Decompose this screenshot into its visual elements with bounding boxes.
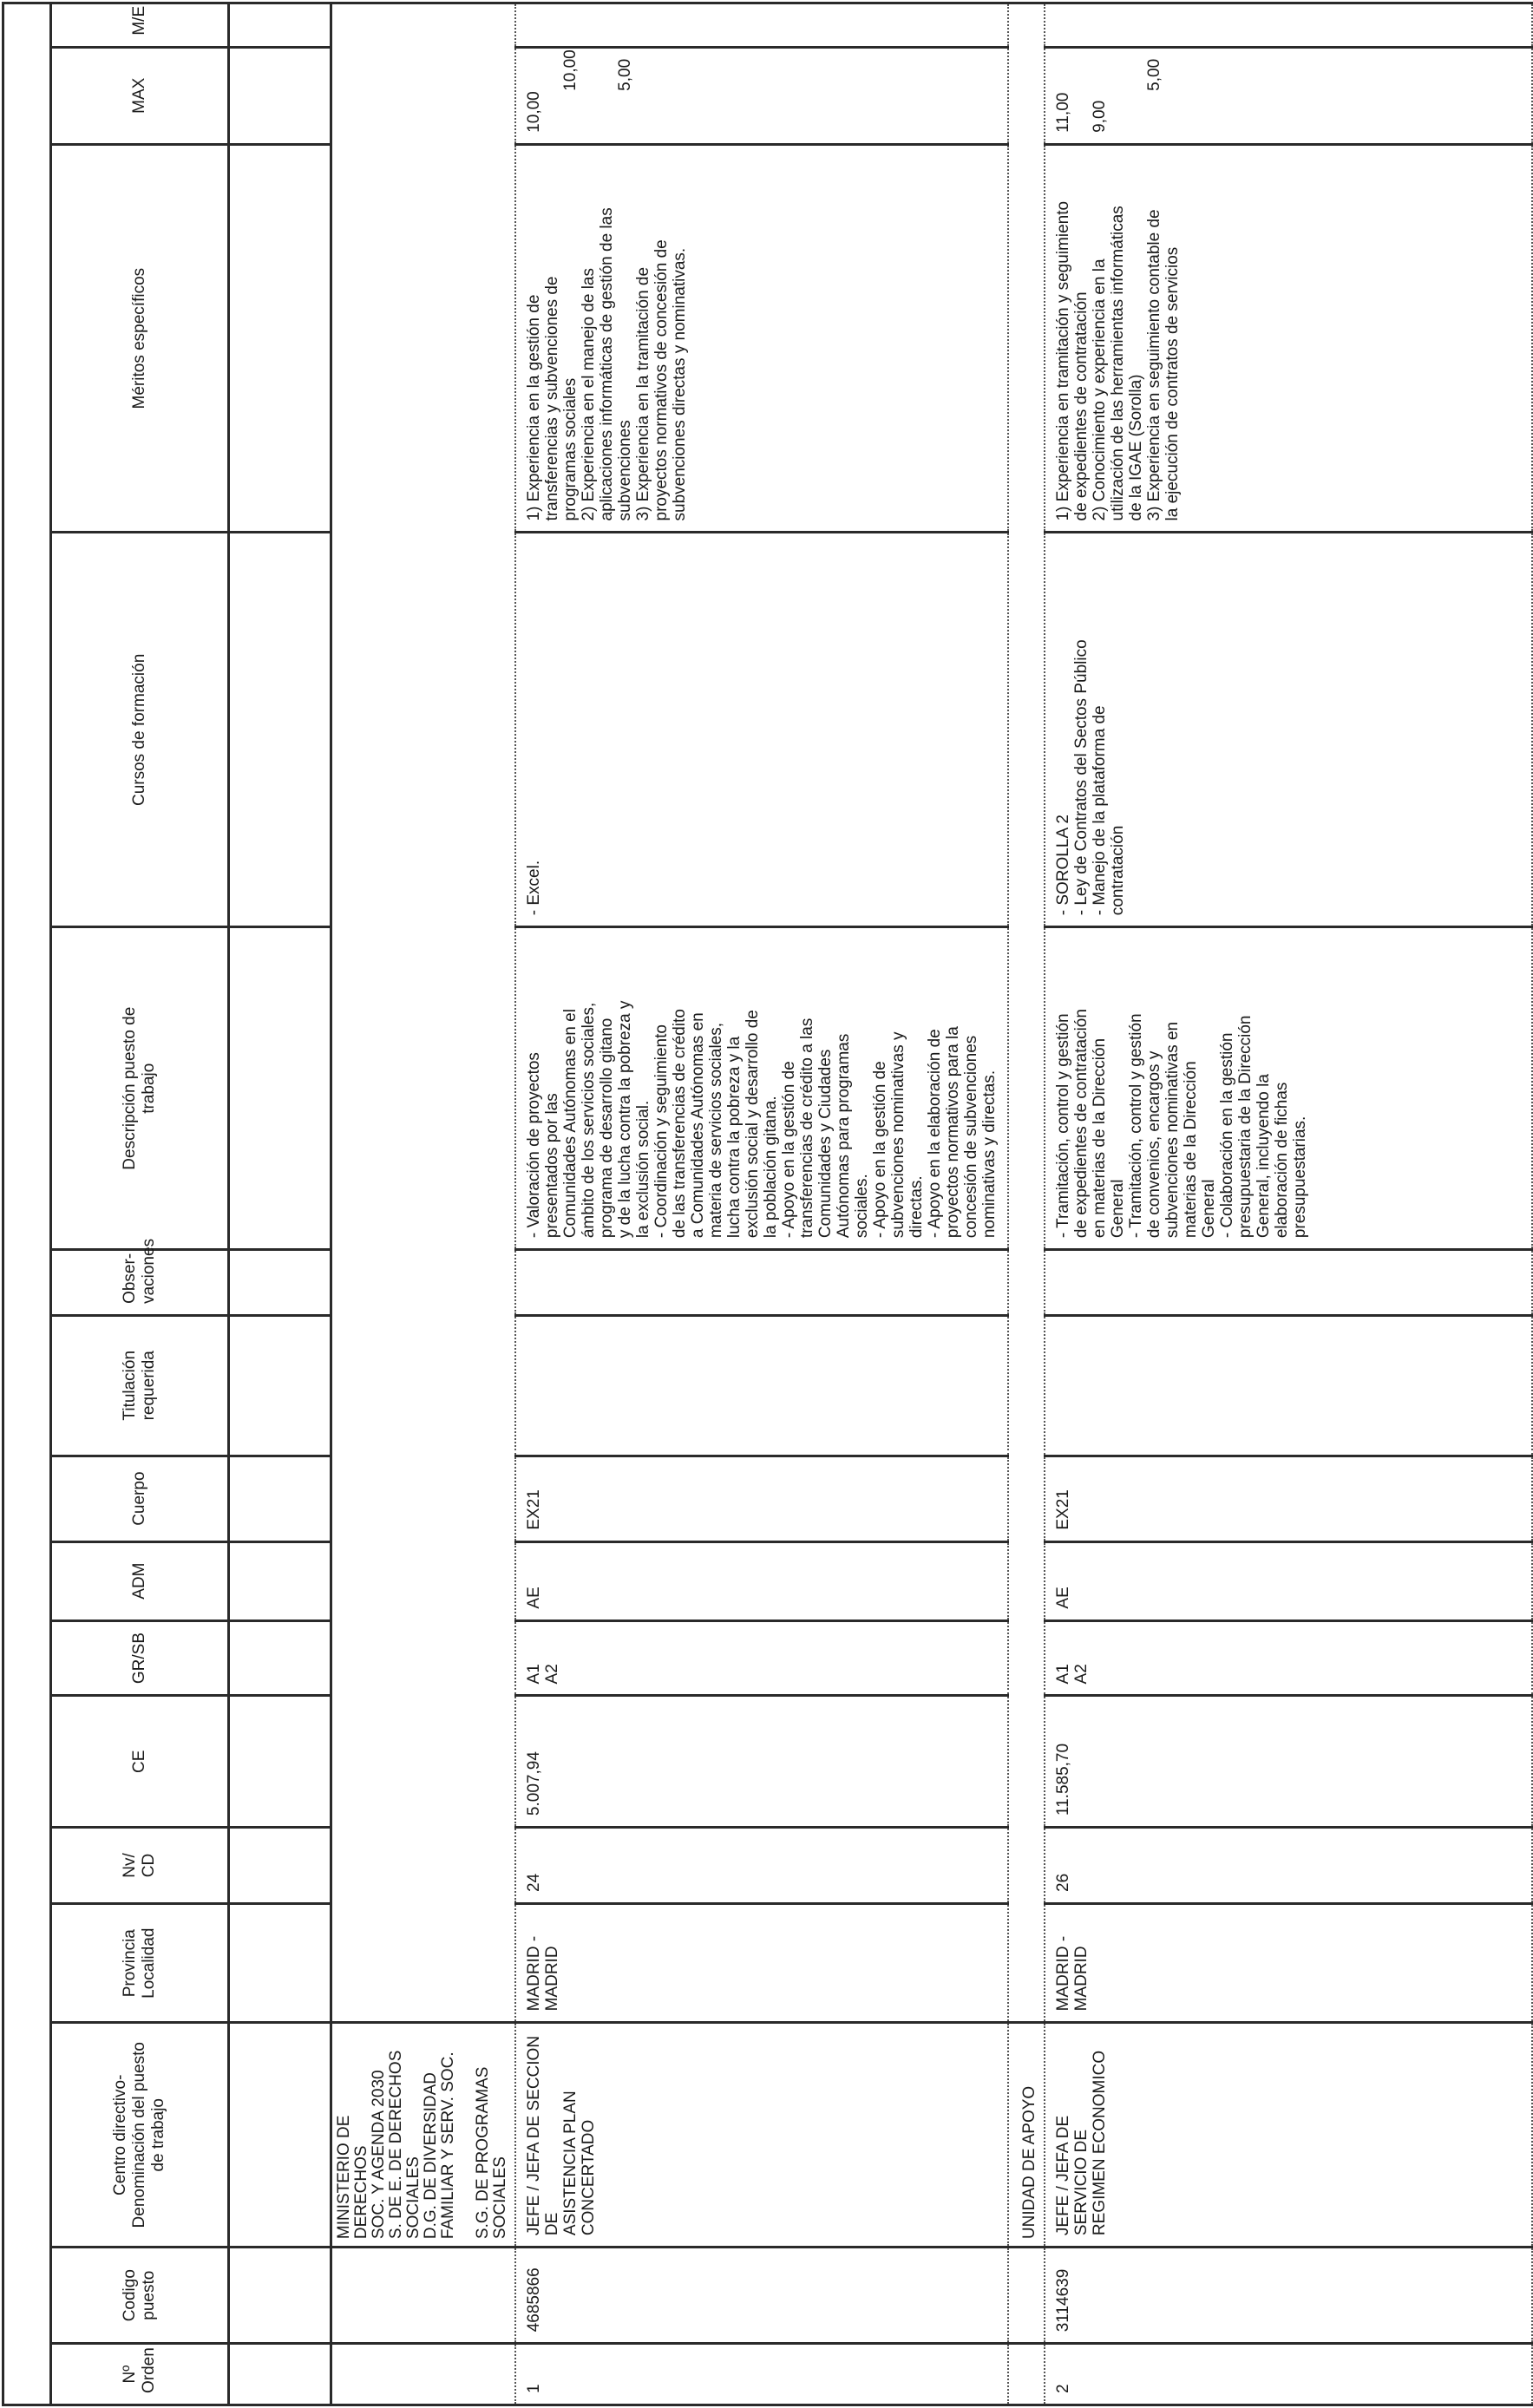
cell-observaciones: [515, 1250, 1008, 1316]
cell-denominacion: JEFE / JEFA DE SECCION DE ASISTENCIA PLAN CONCERTADO: [515, 2023, 1008, 2248]
cell-cuerpo: EX21: [515, 1456, 1008, 1541]
cell-nivel: 26: [1045, 1828, 1532, 1904]
ministry-header: MINISTERIO DE DERECHOS SOC. Y AGENDA 2030 S. DE E. DE DERECHOS SOCIALES D.G. DE DIVERSIDAD FAMILIAR Y SERV. SOC. S.G. DE PROGRAMAS SOCIALES: [331, 2023, 516, 2248]
blank-cell: [229, 1828, 331, 1904]
cell-orden: 2: [1045, 2344, 1532, 2405]
cell-descripcion: - Valoración de proyectos presentados por las Comunidades Autónomas en el ámbito de los servicios sociales, programa de desarrollo gitano y de la lucha contra la pobreza y la exclusión social. - Coordinación y seguimiento de las transferencias de crédito a Comunidades Autónomas en materia de servicios sociales, lucha contra la pobreza y la exclusión social y desarrollo de la población gitana. - Apoyo en la gestión de transferencias de crédito a las Comunidades y Ciudades Autónomas para programas sociales. - Apoyo en la gestión de subvenciones nominativas y directas. - Apoyo en la elaboración de proyectos normativos para la concesión de subvenciones nominativas y directas.: [515, 927, 1008, 1250]
group-cell: [1008, 2248, 1045, 2344]
cell-cursos: - Excel.: [515, 533, 1008, 927]
job-positions-table: [2, 2, 1533, 2406]
blank-cell: [229, 3, 331, 48]
header-nivel: Nv/ CD: [51, 1828, 229, 1904]
group-cell: [1008, 2344, 1045, 2405]
unit-header: UNIDAD DE APOYO: [1008, 2023, 1045, 2248]
cell-titulacion: [515, 1315, 1008, 1456]
cell-orden: 1: [515, 2344, 1008, 2405]
blank-cell: [229, 1620, 331, 1696]
blank-cell: [229, 47, 331, 144]
blank-cell: [229, 2023, 331, 2248]
cell-me: [1045, 3, 1532, 48]
header-ce: CE: [51, 1696, 229, 1828]
blank-cell: [229, 1541, 331, 1620]
header-orden: Nº Orden: [51, 2344, 229, 2405]
header-me: M/E: [51, 3, 229, 48]
group-cell: [331, 3, 516, 2023]
cell-observaciones: [1045, 1250, 1532, 1316]
group-cell: [331, 2344, 516, 2405]
max-value: 5,00: [616, 58, 634, 91]
blank-cell: [229, 927, 331, 1250]
cell-denominacion: JEFE / JEFA DE SERVICIO DE REGIMEN ECONOMICO: [1045, 2023, 1532, 2248]
blank-cell: [229, 1903, 331, 2022]
cell-me: [515, 3, 1008, 48]
blank-cell: [229, 2344, 331, 2405]
cell-grupo: A1 A2: [515, 1620, 1008, 1696]
header-centro: Centro directivo- Denominación del puesto de trabajo: [51, 2023, 229, 2248]
max-value: 10,00: [561, 49, 580, 91]
header-codigo: Codigo puesto: [51, 2248, 229, 2344]
cell-meritos: 1) Experiencia en la gestión de transferencias y subvenciones de programas sociales 2) Experiencia en el manejo de las aplicaciones informáticas de gestión de las subvenciones 3) Experiencia en la tramitación de proyectos normativos de concesión de subvenciones directas y nominativas.: [515, 144, 1008, 533]
blank-cell: [229, 1315, 331, 1456]
blank-cell: [229, 1250, 331, 1316]
table-row: [1045, 3, 1532, 2405]
max-value: 10,00: [525, 91, 543, 133]
max-value: 5,00: [1145, 58, 1163, 91]
cell-nivel: 24: [515, 1828, 1008, 1904]
header-provincia: Provincia Localidad: [51, 1903, 229, 2022]
unit-group-row: [1008, 3, 1045, 2405]
cell-titulacion: [1045, 1315, 1532, 1456]
cell-cuerpo: EX21: [1045, 1456, 1532, 1541]
header-observaciones: Obser- vaciones: [51, 1250, 229, 1316]
header-descripcion: Descripción puesto de trabajo: [51, 927, 229, 1250]
top-spacer-row: [3, 3, 51, 2405]
group-cell: [1008, 3, 1045, 2023]
cell-ce: 5.007,94: [515, 1696, 1008, 1828]
max-value: 11,00: [1054, 92, 1072, 133]
cell-provincia: MADRID - MADRID: [515, 1903, 1008, 2022]
top-spacer-cell: [3, 3, 51, 2405]
cell-cursos: - SOROLLA 2 - Ley de Contratos del Sectos Público - Manejo de la plataforma de contratación: [1045, 533, 1532, 927]
table-row: [515, 3, 1008, 2405]
header-cursos: Cursos de formación: [51, 533, 229, 927]
cell-max: [515, 47, 1008, 144]
cell-provincia: MADRID - MADRID: [1045, 1903, 1532, 2022]
ministry-group-row: [331, 3, 516, 2405]
max-value: 9,00: [1091, 100, 1109, 133]
cell-codigo: 3114639: [1045, 2248, 1532, 2344]
cell-codigo: 4685866: [515, 2248, 1008, 2344]
header-max: MAX: [51, 47, 229, 144]
blank-row: [229, 3, 331, 2405]
blank-cell: [229, 1456, 331, 1541]
header-meritos: Méritos específicos: [51, 144, 229, 533]
group-cell: [331, 2248, 516, 2344]
blank-cell: [229, 2248, 331, 2344]
blank-cell: [229, 1696, 331, 1828]
cell-grupo: A1 A2: [1045, 1620, 1532, 1696]
cell-meritos: 1) Experiencia en tramitación y seguimiento de expedientes de contratación 2) Conocimiento y experiencia en la utilización de las herramientas informáticas de la IGAE (Sorolla) 3) Experiencia en seguimiento contable de la ejecución de contratos de servicios: [1045, 144, 1532, 533]
cell-adm: AE: [515, 1541, 1008, 1620]
cell-descripcion: - Tramitación, control y gestión de expedientes de contratación en materias de la Dirección General - Tramitación, control y gestión de convenios, encargos y subvenciones nominativas en materias de la Dirección General - Colaboración en la gestión presupuestaria de la Dirección General, incluyendo la elaboración de fichas presupuestarias.: [1045, 927, 1532, 1250]
header-adm: ADM: [51, 1541, 229, 1620]
cell-adm: AE: [1045, 1541, 1532, 1620]
header-grupo: GR/SB: [51, 1620, 229, 1696]
cell-ce: 11.585,70: [1045, 1696, 1532, 1828]
header-cuerpo: Cuerpo: [51, 1456, 229, 1541]
header-titulacion: Titulación requerida: [51, 1315, 229, 1456]
header-row: [51, 3, 229, 2405]
cell-max: [1045, 47, 1532, 144]
blank-cell: [229, 533, 331, 927]
blank-cell: [229, 144, 331, 533]
